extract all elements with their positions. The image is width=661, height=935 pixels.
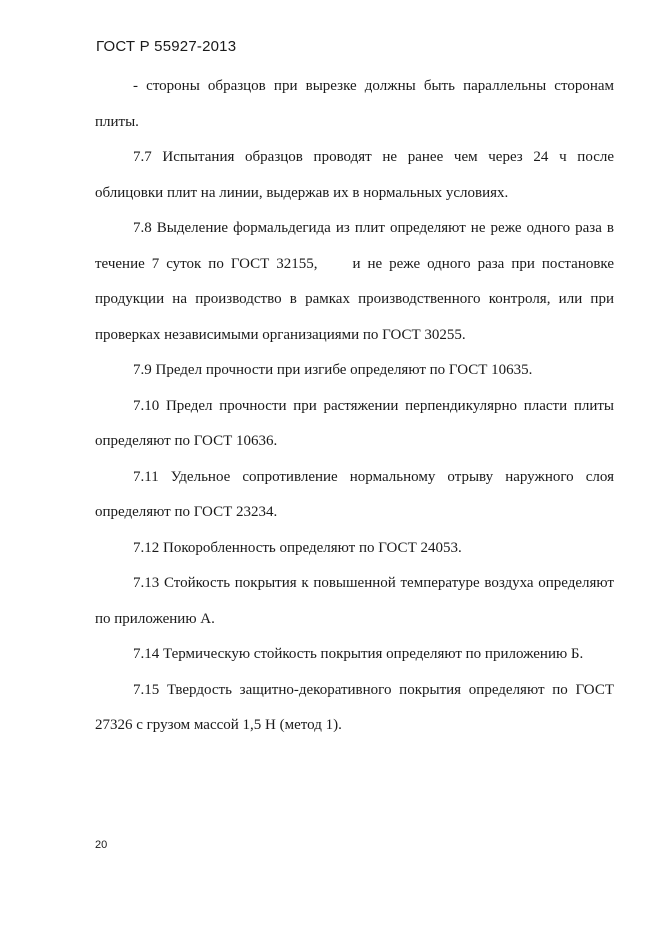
document-header: ГОСТ Р 55927-2013 [96, 38, 237, 55]
paragraph-7-7: 7.7 Испытания образцов проводят не ранее чем через 24 ч после облицовки плит на линии, выдержав их в нормальных условиях. [95, 149, 614, 201]
paragraph-7-15: 7.15 Твердость защитно-декоративного покрытия определяют по ГОСТ 27326 с грузом массой 1,5 Н (метод 1). [95, 681, 614, 733]
paragraph-sides-parallel: - стороны образцов при вырезке должны быть параллельны сторонам плиты. [95, 78, 614, 130]
paragraph-7-9: 7.9 Предел прочности при изгибе определяют по ГОСТ 10635. [133, 362, 533, 378]
paragraph-7-12: 7.12 Покоробленность определяют по ГОСТ 24053. [133, 539, 462, 556]
page-number: 20 [95, 839, 108, 851]
paragraph-7-11: 7.11 Удельное сопротивление нормальному отрыву наружного слоя определяют по ГОСТ 23234. [95, 468, 614, 520]
paragraph-7-10: 7.10 Предел прочности при растяжении перпендикулярно пласти плиты определяют по ГОСТ 10636. [95, 397, 614, 449]
paragraph-7-14: 7.14 Термическую стойкость покрытия определяют по приложению Б. [133, 646, 584, 662]
paragraph-7-13: 7.13 Стойкость покрытия к повышенной температуре воздуха определяют по приложению А. [95, 575, 614, 627]
paragraph-7-8: 7.8 Выделение формальдегида из плит определяют не реже одного раза в течение 7 суток по ГОСТ 32155, и не реже одного раза при постановке продукции на производство в рамках производственного контроля, или при проверках независимыми организациями по ГОСТ 30255. [95, 220, 618, 343]
document-body [95, 69, 618, 744]
